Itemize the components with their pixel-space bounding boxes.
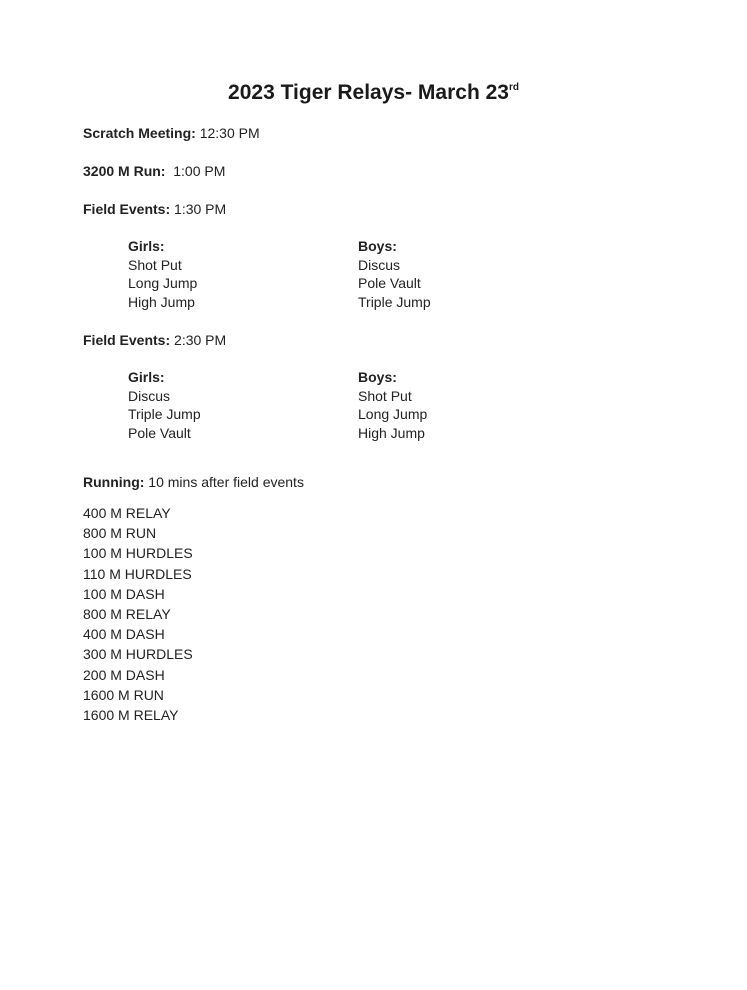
title-text: 2023 Tiger Relays- March 23 bbox=[228, 81, 509, 104]
event-item: Pole Vault bbox=[358, 275, 421, 292]
title-suffix: rd bbox=[508, 82, 519, 93]
event-item: Discus bbox=[128, 387, 171, 404]
list-item: 110 M HURDLES bbox=[83, 565, 192, 582]
run-3200-line bbox=[83, 163, 225, 179]
field-events-2-time: 2:30 PM bbox=[170, 332, 227, 348]
run-3200-time: 1:00 PM bbox=[165, 163, 226, 179]
list-item: 400 M RELAY bbox=[83, 505, 171, 521]
girls-header: Girls: bbox=[128, 238, 165, 254]
event-item: Long Jump bbox=[358, 406, 428, 423]
list-item: 100 M HURDLES bbox=[83, 545, 193, 562]
list-item: 200 M DASH bbox=[83, 666, 165, 683]
list-item: 400 M DASH bbox=[83, 626, 165, 643]
list-item: 1600 M RELAY bbox=[83, 706, 179, 723]
field-events-2-line bbox=[83, 332, 226, 348]
scratch-meeting-time: 12:30 PM bbox=[195, 125, 260, 141]
running-label: Running: bbox=[83, 474, 145, 490]
field-events-2-girls bbox=[128, 368, 201, 443]
list-item: 100 M DASH bbox=[83, 585, 165, 602]
list-item: 1600 M RUN bbox=[83, 686, 164, 703]
event-item: High Jump bbox=[358, 425, 425, 442]
run-3200-label: 3200 M Run: bbox=[83, 163, 166, 179]
field-events-2-label: Field Events: bbox=[83, 332, 171, 348]
field-events-2-boys bbox=[358, 368, 427, 443]
girls-header: Girls: bbox=[128, 369, 165, 385]
running-time: 10 mins after field events bbox=[144, 474, 304, 490]
field-events-1-girls bbox=[128, 237, 197, 312]
field-events-1-time: 1:30 PM bbox=[170, 201, 227, 217]
event-item: Long Jump bbox=[128, 275, 198, 292]
field-events-1-boys bbox=[358, 237, 431, 312]
boys-header: Boys: bbox=[358, 369, 397, 385]
list-item: 800 M RUN bbox=[83, 525, 157, 542]
event-item: Discus bbox=[358, 256, 401, 273]
scratch-meeting-line bbox=[83, 125, 260, 141]
field-events-1-line bbox=[83, 201, 226, 217]
event-item: Triple Jump bbox=[358, 294, 431, 311]
list-item: 800 M RELAY bbox=[83, 605, 171, 622]
event-item: High Jump bbox=[128, 294, 195, 311]
running-line bbox=[83, 474, 304, 490]
boys-header: Boys: bbox=[358, 238, 397, 254]
list-item: 300 M HURDLES bbox=[83, 646, 193, 663]
scratch-meeting-label: Scratch Meeting: bbox=[83, 125, 196, 141]
field-events-1-label: Field Events: bbox=[83, 201, 171, 217]
event-item: Shot Put bbox=[128, 256, 182, 273]
event-item: Pole Vault bbox=[128, 425, 191, 442]
event-item: Shot Put bbox=[358, 387, 412, 404]
page-title bbox=[0, 81, 747, 105]
event-item: Triple Jump bbox=[128, 406, 201, 423]
running-events-list bbox=[83, 503, 193, 725]
